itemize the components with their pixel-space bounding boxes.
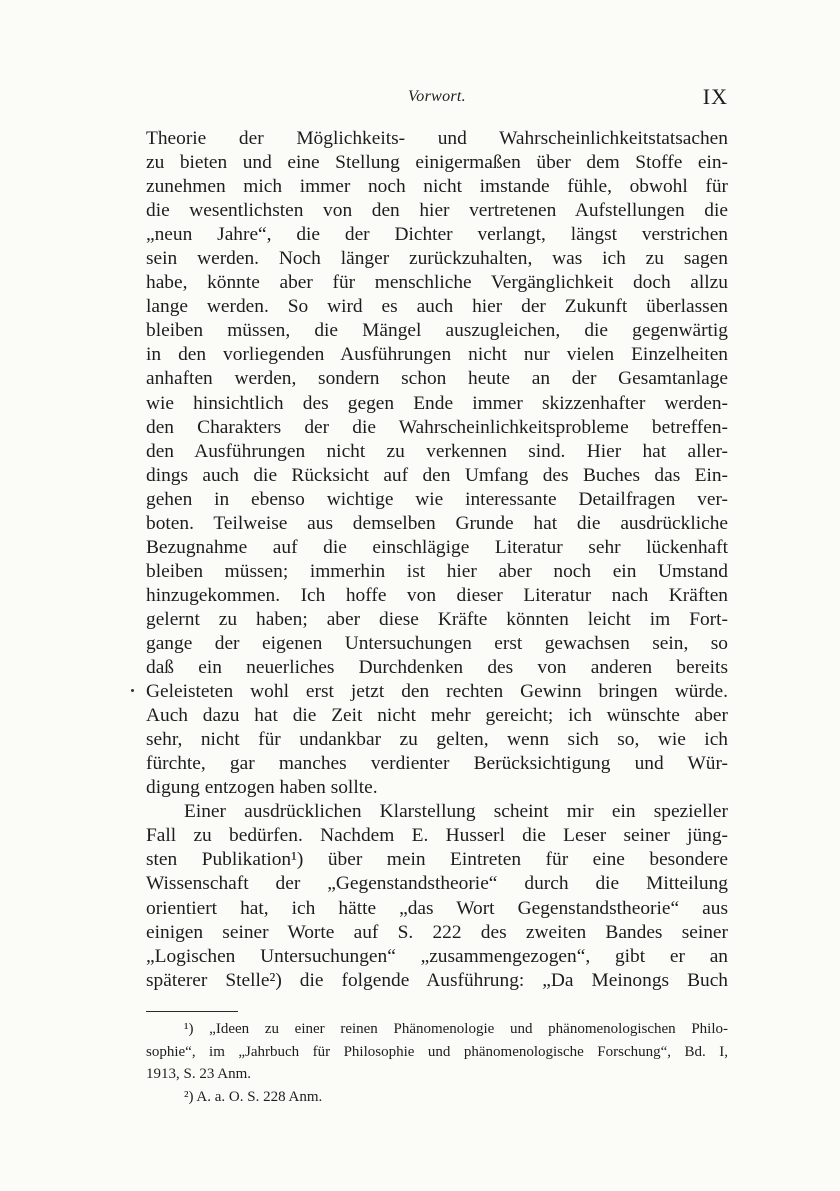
text-line: gehen in ebenso wichtige wie interessante Detailfragen ver-: [146, 488, 728, 510]
paragraph-last-line: digung entzogen haben sollte.: [146, 777, 378, 799]
text-line: Geleisteten wohl erst jetzt den rechten Gewinn bringen würde.: [146, 681, 728, 703]
print-speck: [131, 689, 134, 692]
page-header: [146, 82, 728, 114]
text-line: sein werden. Noch länger zurückzuhalten, was ich zu sagen: [146, 248, 728, 270]
text-line: die wesentlichsten von den hier vertretenen Aufstellungen die: [146, 200, 728, 222]
text-line: späterer Stelle²) die folgende Ausführung: „Da Meinongs Buch: [146, 969, 728, 991]
text-line: orientiert hat, ich hätte „das Wort Gegenstandstheorie“ aus: [146, 897, 728, 919]
text-line: „neun Jahre“, die der Dichter verlangt, längst verstrichen: [146, 224, 728, 246]
text-line: Auch dazu hat die Zeit nicht mehr gereicht; ich wünschte aber: [146, 705, 728, 727]
text-line: einigen seiner Worte auf S. 222 des zweiten Bandes seiner: [146, 921, 728, 943]
text-line: bleiben müssen, die Mängel auszugleichen, die gegenwärtig: [146, 320, 728, 342]
text-line: fürchte, gar manches verdienter Berücksichtigung und Wür-: [146, 753, 728, 775]
footnote-line: sophie“, im „Jahrbuch für Philosophie und phänomenologische Forschung“, Bd. I,: [146, 1043, 728, 1060]
text-line: sten Publikation¹) über mein Eintreten für eine besondere: [146, 849, 728, 871]
text-line: den Ausführungen nicht zu verkennen sind. Hier hat aller-: [146, 440, 728, 462]
paragraph-first-line: Einer ausdrücklichen Klarstellung scheint mir ein spezieller: [184, 801, 728, 823]
text-line: zu bieten und eine Stellung einigermaßen über dem Stoffe ein-: [146, 152, 728, 174]
text-line: Fall zu bedürfen. Nachdem E. Husserl die Leser seiner jüng-: [146, 825, 728, 847]
text-line: daß ein neuerliches Durchdenken des von anderen bereits: [146, 657, 728, 679]
text-line: zunehmen mich immer noch nicht imstande fühle, obwohl für: [146, 176, 728, 198]
text-line: Theorie der Möglichkeits- und Wahrscheinlichkeitstatsachen: [146, 128, 728, 149]
text-line: Bezugnahme auf die einschlägige Literatur sehr lückenhaft: [146, 536, 728, 558]
text-line: wie hinsichtlich des gegen Ende immer skizzenhafter werden-: [146, 392, 728, 414]
text-line: bleiben müssen; immerhin ist hier aber noch ein Umstand: [146, 560, 728, 582]
footnote-separator: [146, 1011, 238, 1012]
text-line: „Logischen Untersuchungen“ „zusammengezogen“, gibt er an: [146, 945, 728, 967]
text-line: lange werden. So wird es auch hier der Zukunft überlassen: [146, 296, 728, 318]
footnote-line: ¹) „Ideen zu einer reinen Phänomenologie und phänomenologischen Philo-: [184, 1021, 728, 1037]
running-title: Vorwort.: [408, 88, 466, 105]
footnotes: [146, 1018, 728, 1108]
text-line: den Charakters der die Wahrscheinlichkeitsprobleme betreffen-: [146, 416, 728, 438]
text-line: dings auch die Rücksicht auf den Umfang des Buches das Ein-: [146, 464, 728, 486]
text-line: anhaften werden, sondern schon heute an der Gesamtanlage: [146, 368, 728, 390]
footnote-line: 1913, S. 23 Anm.: [146, 1066, 252, 1082]
text-line: gange der eigenen Untersuchungen erst gewachsen sein, so: [146, 632, 728, 654]
body-text: [146, 127, 728, 993]
text-line: gelernt zu haben; aber diese Kräfte könnten leicht im Fort-: [146, 608, 728, 630]
footnote-line: ²) A. a. O. S. 228 Anm.: [184, 1088, 323, 1105]
text-line: sehr, nicht für undankbar zu gelten, wenn sich so, wie ich: [146, 729, 728, 751]
text-line: boten. Teilweise aus demselben Grunde hat die ausdrückliche: [146, 512, 728, 534]
text-line: habe, könnte aber für menschliche Vergänglichkeit doch allzu: [146, 272, 728, 294]
text-line: hinzugekommen. Ich hoffe von dieser Literatur nach Kräften: [146, 584, 728, 606]
text-line: in den vorliegenden Ausführungen nicht nur vielen Einzelheiten: [146, 344, 728, 366]
text-line: Wissenschaft der „Gegenstandstheorie“ durch die Mitteilung: [146, 873, 728, 895]
page-number: IX: [702, 84, 728, 109]
